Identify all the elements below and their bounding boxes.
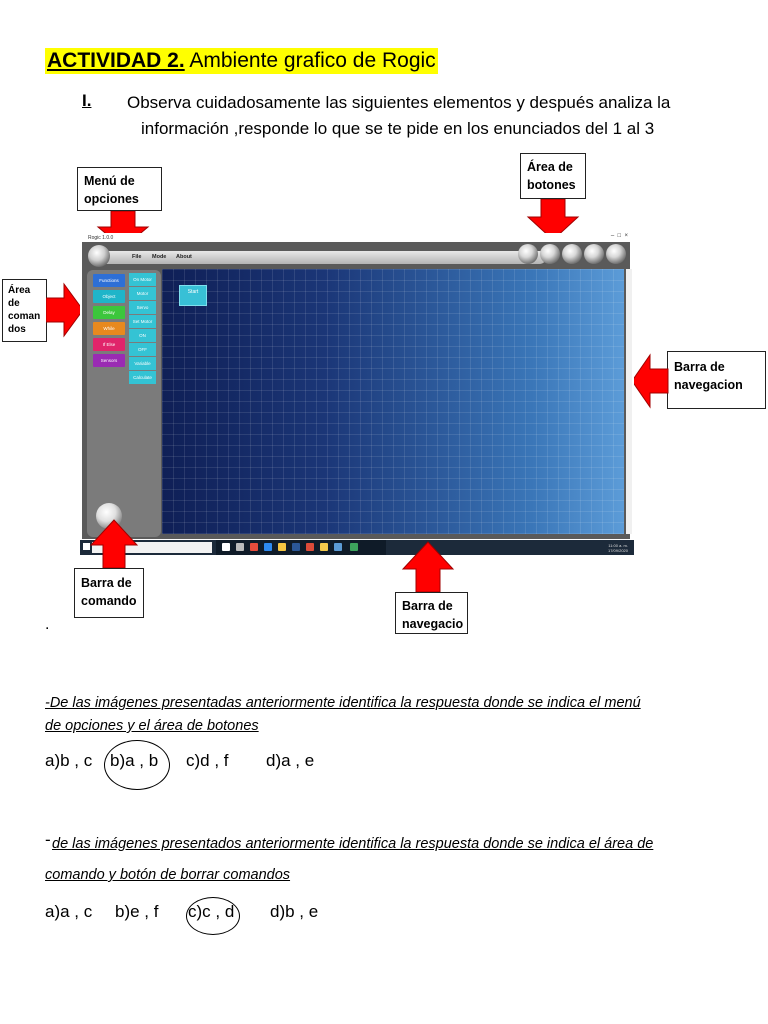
block-set-motor[interactable]: Set Motor — [129, 315, 156, 328]
callout-botones-line1: Área de — [527, 160, 573, 174]
q2-answer-circle — [186, 897, 240, 935]
question-1-line-2: de opciones y el área de botones — [45, 718, 259, 734]
word-icon[interactable] — [334, 543, 342, 551]
chrome-icon[interactable] — [306, 543, 314, 551]
menu-file[interactable]: File — [132, 254, 142, 260]
title-label: ACTIVIDAD 2. — [47, 49, 185, 72]
rogic-logo-icon[interactable] — [88, 245, 110, 267]
callout-comando-line2: comando — [81, 594, 137, 608]
arrow-right-comandos — [46, 282, 84, 338]
toolbar-button-2[interactable] — [540, 244, 560, 264]
programming-canvas[interactable] — [162, 269, 624, 534]
q2-option-b[interactable]: b)e , f — [115, 902, 159, 921]
block-variable[interactable]: Variable — [129, 357, 156, 370]
start-block[interactable]: Start — [179, 285, 207, 306]
callout-area-comandos — [2, 279, 47, 342]
question-2-options — [0, 902, 768, 928]
category-object[interactable]: Object — [93, 290, 125, 303]
cortana-icon[interactable] — [222, 543, 230, 551]
q1-answer-circle — [104, 740, 170, 790]
title-rest: Ambiente grafico de Rogic — [184, 49, 436, 72]
arrow-up-comando — [89, 519, 139, 569]
window-controls-icon[interactable]: – □ × — [610, 233, 628, 239]
store-icon[interactable] — [250, 543, 258, 551]
callout-barra-comando — [74, 568, 144, 618]
arrow-up-navegacio — [401, 541, 455, 593]
callout-comandos-line4: dos — [8, 324, 26, 335]
category-functions[interactable]: Functions — [93, 274, 125, 287]
callout-nav-right-line1: Barra de — [674, 360, 725, 374]
taskbar-apps — [216, 540, 386, 555]
arrow-left-navegacion — [631, 353, 669, 409]
callout-menu-opciones — [77, 167, 162, 211]
toolbar-button-1[interactable] — [518, 244, 538, 264]
category-delay[interactable]: Delay — [93, 306, 125, 319]
rogic-app-window — [82, 242, 630, 539]
question-1-line-1: -De las imágenes presentadas anteriormente identifica la respuesta donde se indica el menú — [45, 695, 641, 711]
q1-option-d[interactable]: d)a , e — [266, 751, 315, 770]
q2-option-d[interactable]: d)b , e — [270, 902, 319, 921]
callout-menu-line1: Menú de — [84, 174, 135, 188]
vertical-scrollbar[interactable] — [626, 269, 632, 534]
question-2-dash: - — [45, 830, 51, 849]
toolbar-button-4[interactable] — [584, 244, 604, 264]
block-on-motor[interactable]: On Motor — [129, 273, 156, 286]
block-motor[interactable]: Motor — [129, 287, 156, 300]
stray-dot: . — [45, 616, 50, 633]
edge-icon[interactable] — [264, 543, 272, 551]
task-view-icon[interactable] — [236, 543, 244, 551]
page-title — [45, 48, 438, 74]
block-on[interactable]: ON — [129, 329, 156, 342]
q1-option-b[interactable]: b)a , b — [110, 751, 159, 770]
callout-comandos-line2: de — [8, 298, 20, 309]
tray-date: 17/09/2020 — [607, 548, 628, 553]
explorer-icon[interactable] — [320, 543, 328, 551]
windows-taskbar — [80, 540, 634, 555]
question-2-line-1: de las imágenes presentados anteriormente identifica la respuesta donde se indica el área de — [52, 836, 654, 852]
folder-icon[interactable] — [278, 543, 286, 551]
category-if-else[interactable]: If Else — [93, 338, 125, 351]
toolbar-button-3[interactable] — [562, 244, 582, 264]
q2-option-c[interactable]: c)c , d — [188, 902, 235, 921]
block-off[interactable]: OFF — [129, 343, 156, 356]
q2-option-a[interactable]: a)a , c — [45, 902, 93, 921]
rogic-taskbar-icon[interactable] — [350, 543, 358, 551]
block-servo[interactable]: Servo — [129, 301, 156, 314]
menu-mode[interactable]: Mode — [152, 254, 167, 260]
menu-about[interactable]: About — [176, 254, 192, 260]
q1-option-a[interactable]: a)b , c — [45, 751, 93, 770]
category-sensors[interactable]: Sensors — [93, 354, 125, 367]
q1-option-c[interactable]: c)d , f — [186, 751, 229, 770]
system-tray — [608, 543, 628, 553]
callout-botones-line2: botones — [527, 178, 576, 192]
instruction-line-2: información ,responde lo que se te pide en los enunciados del 1 al 3 — [141, 119, 655, 138]
callout-nav-right-line2: navegacion — [674, 378, 743, 392]
callout-area-botones — [520, 153, 586, 199]
callout-comandos-line3: coman — [8, 311, 41, 322]
callout-nav-bottom-line2: navegacio — [402, 617, 464, 631]
category-while[interactable]: While — [93, 322, 125, 335]
callout-barra-navegacion-right — [667, 351, 766, 409]
window-title: Rogic 1.0.0 — [88, 235, 114, 241]
mail-icon[interactable] — [292, 543, 300, 551]
instruction-number-text: I. — [82, 91, 92, 110]
tray-time: 11:00 a. m. — [608, 543, 628, 548]
callout-nav-bottom-line1: Barra de — [402, 599, 453, 613]
callout-barra-navegacio-bottom — [395, 592, 468, 634]
callout-comandos-line1: Área — [8, 285, 31, 296]
block-calculate[interactable]: Calculate — [129, 371, 156, 384]
command-panel — [87, 270, 161, 537]
toolbar-button-5[interactable] — [606, 244, 626, 264]
callout-comando-line1: Barra de — [81, 576, 132, 590]
instruction-line-1: Observa cuidadosamente las siguientes elementos y después analiza la — [127, 93, 671, 112]
rogic-screenshot — [80, 233, 634, 555]
question-2-line-2: comando y botón de borrar comandos — [45, 867, 291, 883]
callout-menu-line2: opciones — [84, 192, 139, 206]
instruction-number — [82, 91, 127, 111]
menu-bar — [104, 251, 546, 264]
